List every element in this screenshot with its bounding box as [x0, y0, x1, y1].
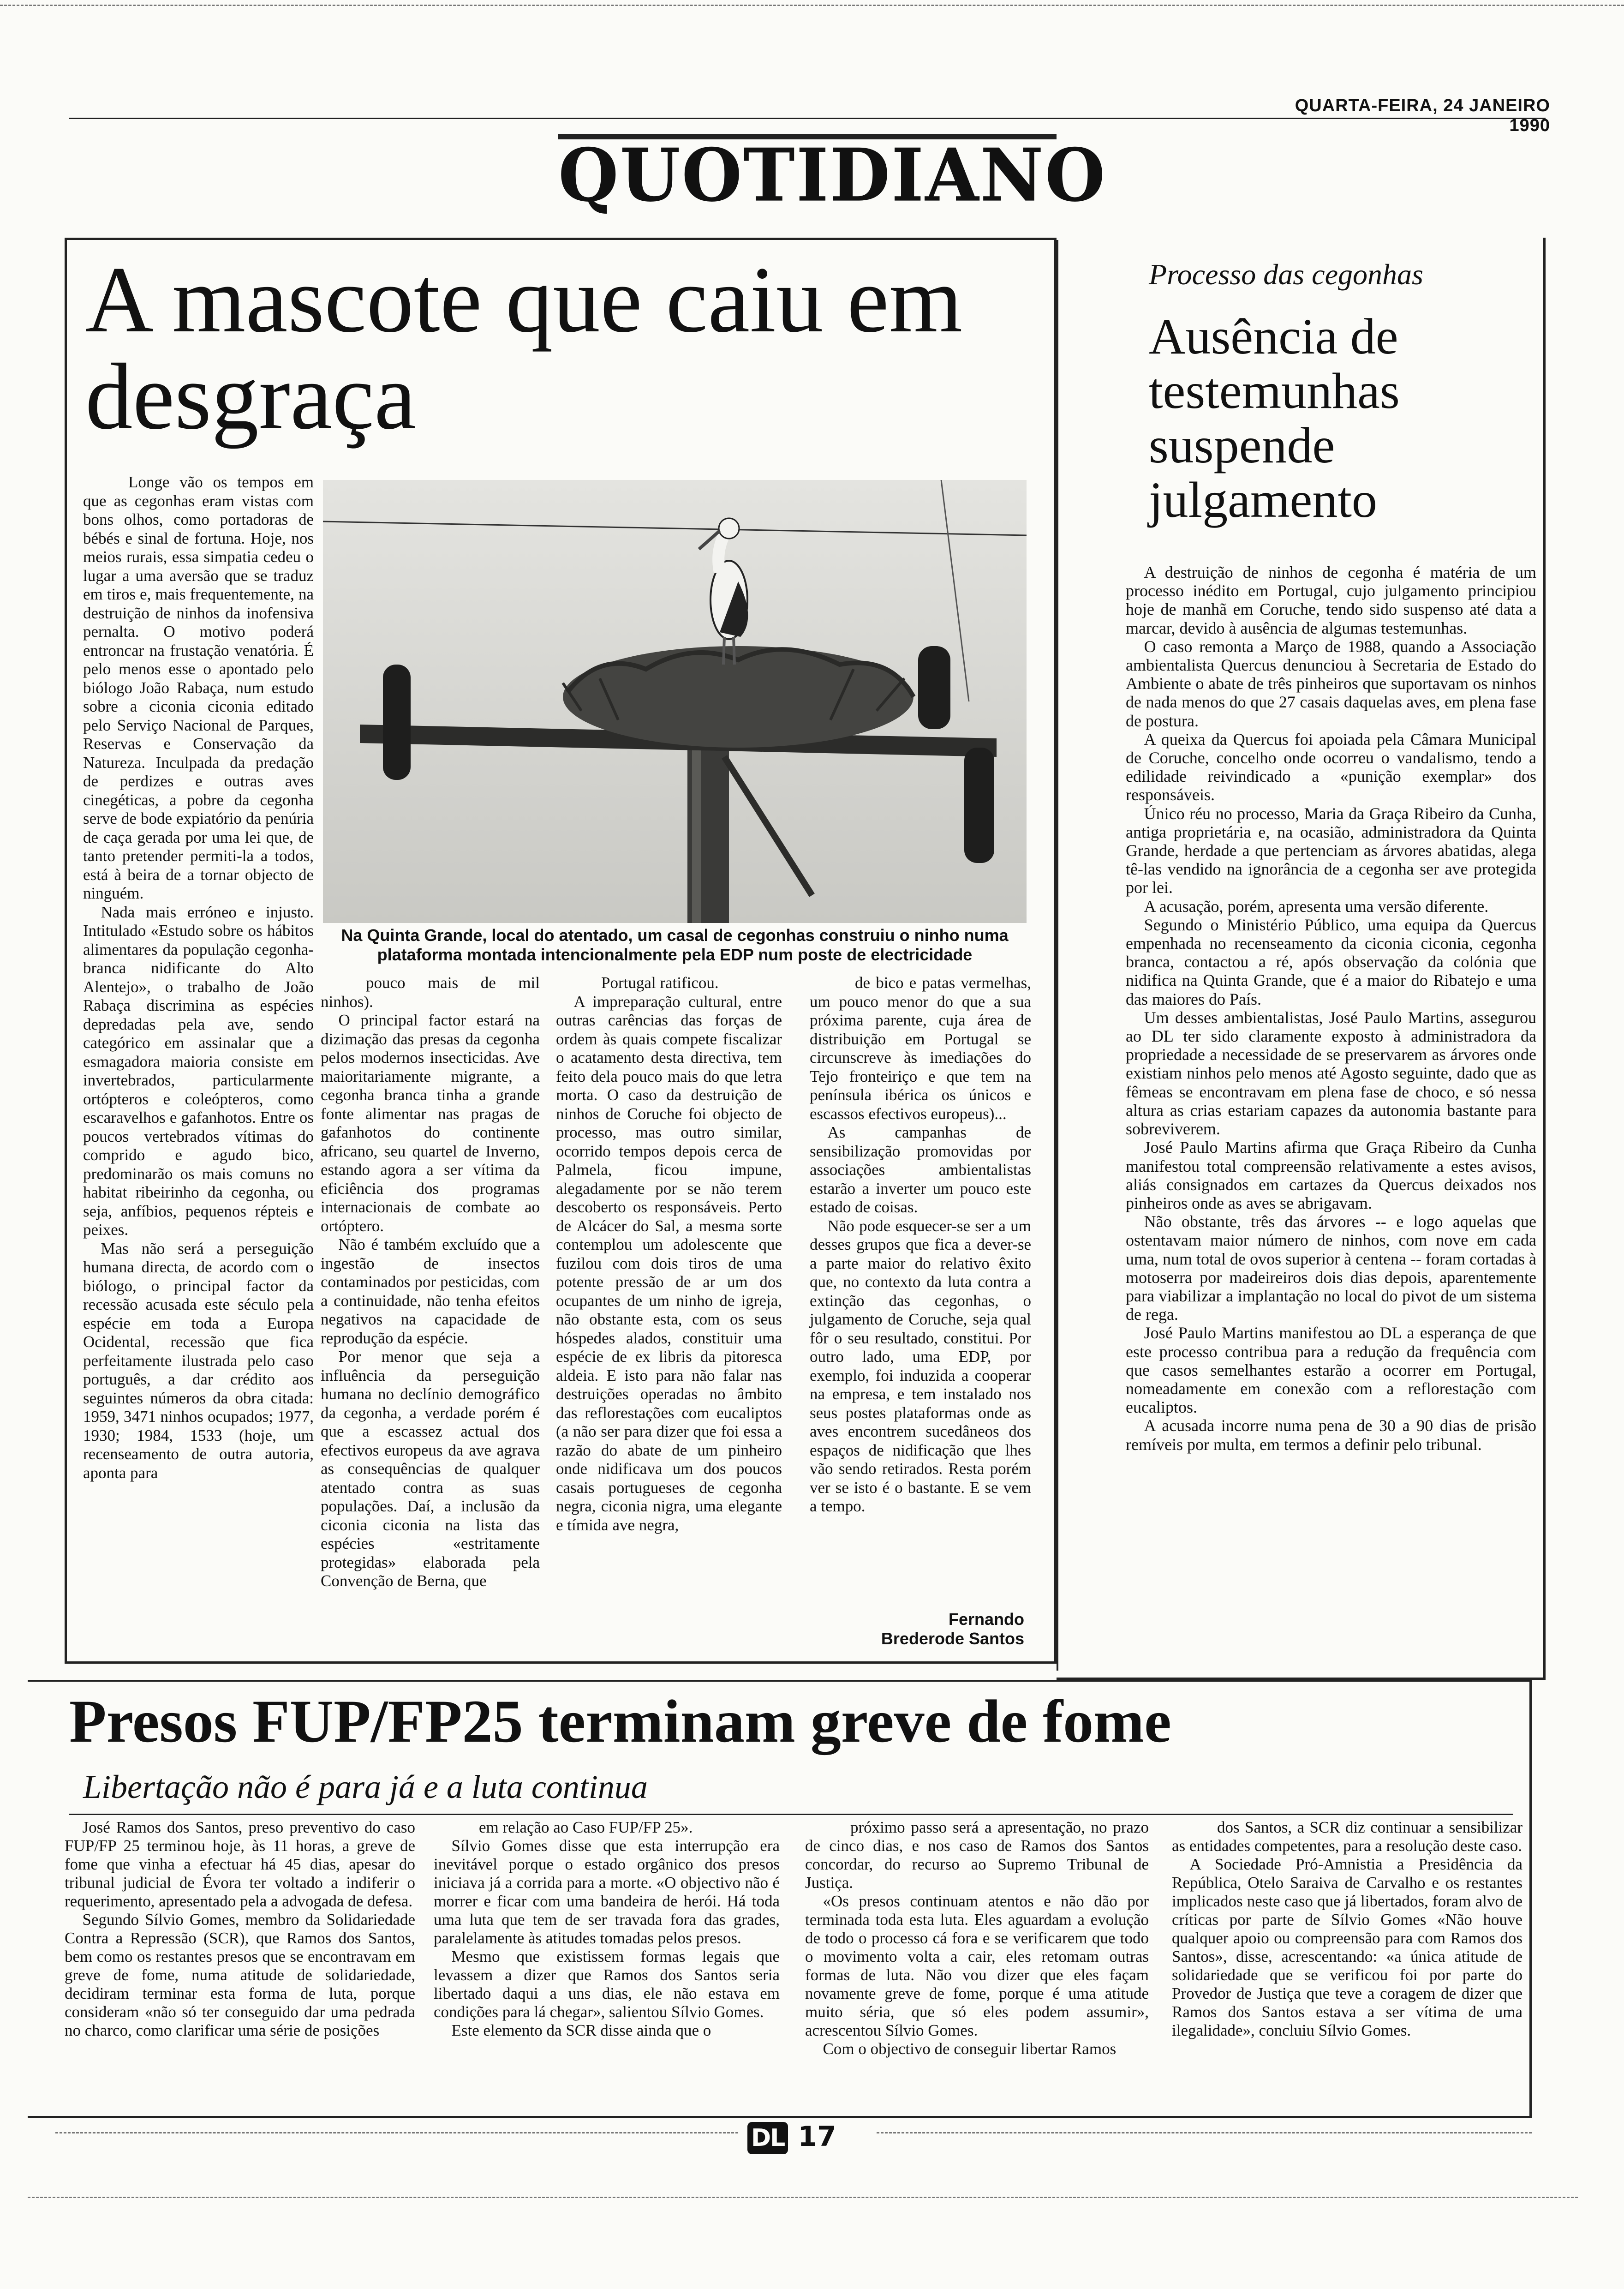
paragraph: Longe vão os tempos em que as cegonhas eram vistas com bons olhos, como portadoras de bébés e sinal de fortuna. Hoje, nos meios rurais, essa simpatia cedeu o lugar a uma aversão que se traduz em tiros e, mais frequentemente, na destruição de ninhos da inofensiva pernalta. O motivo poderá entroncar na frustação venatória. É pelo menos esse o apontado pelo biólogo João Rabaça, num estudo sobre a ciconia ciconia editado pelo Serviço Nacional de Parques, Reservas e Conservação da Natureza. Inculpada da predação de perdizes e outras aves cinegéticas, a pobre da cegonha serve de bode expiatório da penúria de caça gerada por uma lei que, de tanto pretender permiti-la a todos, está à beira de a tornar objecto de ninguém. — [83, 473, 314, 902]
paragraph: A impreparação cultural, entre outras carências das forças de ordem às quais compete fiscalizar o acatamento desta directiva, tem feito dela pouco mais do que letra morta. O caso da destruição de ninhos de Coruche foi objecto de processo, mas outro similar, ocorrido tempos depois cerca de Palmela, ficou impune, alegadamente por se não terem descoberto os responsáveis. Perto de Alcácer do Sal, a mesma sorte contemplou um adolescente que fuzilou com dois tiros de uma potente pressão de ar um dos ocupantes de um ninho de igreja, não obstante esta, com os seus hóspedes alados, constituir uma espécie de ex libris da pitoresca aldeia. E isto para não falar nas destruições operadas no âmbito das reflorestações com eucaliptos (a não ser para dizer que foi essa a razão do abate de um pinheiro onde nidificava um dos poucos casais portugueses de cegonha negra, ciconia nigra, uma elegante e tímida ave negra, — [556, 992, 782, 1534]
paragraph: A Sociedade Pró-Amnistia a Presidência da República, Otelo Saraiva de Carvalho e os restantes implicados neste caso que já libertados, foram alvo de críticas por parte de Sílvio Gomes «Não houve qualquer apoio ou compreensão para com Ramos dos Santos», disse, acrescentando: «a única atitude de solidariedade que se verificou foi por parte do Provedor de Justiça que teve a coragem de dizer que Ramos dos Santos estava a ser vítima de uma ilegalidade», concluiu Sílvio Gomes. — [1172, 1855, 1522, 2039]
section-title: QUOTIDIANO — [558, 132, 1107, 218]
stork-article-column-1 — [83, 473, 314, 1482]
paragraph: dos Santos, a SCR diz continuar a sensibilizar as entidades competentes, para a resolução deste caso. — [1172, 1818, 1522, 1855]
trial-article-kicker: Processo das cegonhas — [1149, 258, 1423, 291]
bottom-edge-line — [28, 2197, 1578, 2198]
stork-article-column-2 — [321, 974, 540, 1591]
top-edge-line — [0, 5, 1624, 6]
paragraph: Segundo o Ministério Público, uma equipa da Quercus empenhada no recenseamento da ciconia ciconia, cegonha branca, contactou a ré, após observação da colónia que nidifica na Quinta Grande, que é a maior do Ribatejo e uma das maiores do País. — [1126, 915, 1536, 1008]
issue-date: QUARTA-FEIRA, 24 JANEIRO 1990 — [1295, 96, 1550, 135]
paragraph: Este elemento da SCR disse ainda que o — [451, 2021, 711, 2039]
page-number: 17 — [798, 2121, 836, 2153]
stork-nest-photo-graphic — [323, 480, 1027, 923]
byline-first-name: Fernando — [948, 1610, 1024, 1629]
paragraph: Mas não será a perseguição humana directa, de acordo com o biólogo, o principal factor da recessão acusada este século pela espécie em toda a Europa Ocidental, recessão que fica perfeitamente ilustrada pelo caso português, a dar crédito aos seguintes números da obra citada: 1959, 3471 ninhos ocupados; 1977, 1930; 1984, 1533 (hoje, um recenseamento de outra autoria, aponta para — [83, 1239, 314, 1482]
paragraph: Portugal ratificou. — [601, 974, 719, 992]
paragraph: de bico e patas vermelhas, um pouco menor do que a sua próxima parente, cuja área de distribuição em Portugal se circunscreve às imediações do Tejo fronteiriço e que tem na península ibérica os únicos e escassos efectivos europeus)... — [810, 974, 1031, 1123]
stork-article-column-3 — [556, 974, 782, 1534]
paragraph: «Os presos continuam atentos e não dão por terminada toda esta luta. Eles aguardam a evolução de todo o processo cá fora e se verificarem que todo o movimento volta a cair, eles retomam outras formas de luta. Não vou dizer que eles façam novamente greve de fome, porque é uma atitude muito séria, que só eles podem assumir», acrescentou Sílvio Gomes. — [805, 1892, 1149, 2039]
paragraph: José Paulo Martins afirma que Graça Ribeiro da Cunha manifestou total compreensão relativamente a estes avisos, aliás consignados em cartazes da Quercus deixados nos pinheiros onde as aves se abrigavam. — [1126, 1138, 1536, 1212]
paragraph: Sílvio Gomes disse que esta interrupção era inevitável porque o estado orgânico dos presos iniciava já a corrida para a morte. «O objectivo não é morrer e ficar com uma bandeira de herói. Há toda uma luta que tem de ser travada fora das grades, paralelamente às atitudes tomadas pelos presos. — [434, 1837, 780, 1947]
stork-article-headline: A mascote que caiu em desgraça — [85, 247, 963, 449]
paragraph: As campanhas de sensibilização promovidas por associações ambientalistas estarão a inverter um pouco este estado de coisas. — [810, 1123, 1031, 1216]
paragraph: Com o objectivo de conseguir libertar Ramos — [823, 2040, 1116, 2058]
column-divider — [1057, 240, 1058, 1671]
fup-article-column-3 — [805, 1818, 1149, 2058]
paragraph: Não obstante, três das árvores -- e logo aquelas que ostentavam maior número de ninhos, com nove em cada uma, num total de ovos superior à centena -- foram cortadas à motoserra por madeireiros dois dias depois, aparentemente para viabilizar a implantação no local do pivot de um sistema de rega. — [1126, 1212, 1536, 1324]
paragraph: Não pode esquecer-se ser a um desses grupos que fica a dever-se a parte maior do relativo êxito que, no contexto da luta contra a extinção das cegonhas, o julgamento de Coruche, seja qual fôr o seu resultado, constitui. Por outro lado, uma EDP, por exemplo, foi induzida a cooperar na empresa, e tem instalado nos seus postes plataformas onde as aves encontrem sucedâneos dos espaços de nidificação que lhes vão sendo retirados. Resta porém ver se isto é o bastante. E se vem a tempo. — [810, 1216, 1031, 1515]
photo-caption: Na Quinta Grande, local do atentado, um casal de cegonhas construiu o ninho numa plataforma montada intencionalmente pela EDP num poste de electricidade — [341, 926, 1009, 964]
paragraph: A destruição de ninhos de cegonha é matéria de um processo inédito em Portugal, cujo julgamento principiou hoje de manhã em Coruche, tendo sido suspenso até data a marcar, devido à ausência de algumas testemunhas. — [1126, 563, 1536, 637]
paragraph: A acusada incorre numa pena de 30 a 90 dias de prisão remíveis por multa, em termos a definir pelo tribunal. — [1126, 1416, 1536, 1454]
dl-logo: DL — [747, 2122, 788, 2154]
paragraph: Segundo Sílvio Gomes, membro da Solidariedade Contra a Repressão (SCR), que Ramos dos Santos, bem como os restantes presos que se encontravam em greve de fome, numa atitude de solidariedade, decidiram terminar esta forma de luta, porque consideram «não só ter conseguido dar uma pedrada no charco, como clarificar uma série de posições — [65, 1911, 415, 2039]
fup-article-subhead: Libertação não é para já e a luta continua — [83, 1768, 648, 1805]
paragraph: A acusação, porém, apresenta uma versão diferente. — [1144, 897, 1489, 916]
paragraph: Não é também excluído que a ingestão de insectos contaminados por pesticidas, com a continuidade, não tenha efeitos negativos na capacidade de reprodução da espécie. — [321, 1235, 540, 1347]
paragraph: O principal factor estará na dizimação das presas da cegonha pelos modernos insecticidas. Ave maioritariamente migrante, a cegonha branca tinha a grande fonte alimentar nas pragas de gafanhotos do continente africano, seu quartel de Inverno, estando agora a ser vítima da eficiência dos programas internacionais de combate ao ortóptero. — [321, 1011, 540, 1235]
footer-rule-left — [55, 2132, 738, 2133]
stork-article-column-4 — [810, 974, 1031, 1516]
paragraph: Nada mais erróneo e injusto. Intitulado «Estudo sobre os hábitos alimentares da população cegonha-branca nidificante do Alto Alentejo», o trabalho de João Rabaça discrimina as espécies depredadas pela ave, sendo categórico em assinalar que a esmagadora maioria consiste em invertebrados, particularmente ortópteros e coleópteros, como escaravelhos e gafanhotos. Entre os poucos vertebrados vítimas do comprido e agudo bico, predominarão os mais comuns no habitat ribeirinho da cegonha, ou seja, anfíbios, pequenos répteis e peixes. — [83, 903, 314, 1239]
page-footer — [747, 2121, 858, 2154]
byline-last-name: Brederode Santos — [881, 1629, 1024, 1648]
paragraph: Mesmo que existissem formas legais que levassem a dizer que Ramos dos Santos seria libertado daqui a uns dias, ele não estava em condições para lá chegar», salientou Sílvio Gomes. — [434, 1947, 780, 2021]
footer-rule-right — [877, 2132, 1532, 2133]
trial-article-headline: Ausência de testemunhas suspende julgamento — [1149, 308, 1400, 528]
fup-article-column-2 — [434, 1818, 780, 2040]
paragraph: em relação ao Caso FUP/FP 25». — [479, 1818, 693, 1836]
paragraph: Um desses ambientalistas, José Paulo Martins, assegurou ao DL ter sido claramente exposto à administradora da propriedade a necessidade de se preservarem as árvores onde existiam ninhos pelo menos até Agosto seguinte, dado que as fêmeas se encontravam em plena fase de choco, e só nessa altura as crias estariam capazes da autonomia bastante para sobreviverem. — [1126, 1008, 1536, 1139]
fup-article-headline: Presos FUP/FP25 terminam greve de fome — [69, 1687, 1171, 1755]
paragraph: Único réu no processo, Maria da Graça Ribeiro da Cunha, antiga proprietária e, na ocasião, administradora da Quinta Grande, herdade a que pertenciam as árvores abatidas, alega tê-las vendido na ignorância de a cegonha ser ave protegida por lei. — [1126, 804, 1536, 897]
paragraph: José Paulo Martins manifestou ao DL a esperança de que este processo contribua para a redução da frequência com que casos semelhantes estarão a ocorrer em Portugal, nomeadamente em conexão com a reflorestação com eucaliptos. — [1126, 1324, 1536, 1417]
paragraph: A queixa da Quercus foi apoiada pela Câmara Municipal de Coruche, concelho onde ocorreu o vandalismo, tendo a edilidade reivindicado a «punição exemplar» dos responsáveis. — [1126, 730, 1536, 804]
subhead-rule — [69, 1814, 1513, 1815]
paragraph: José Ramos dos Santos, preso preventivo do caso FUP/FP 25 terminou hoje, às 11 horas, a greve de fome que vinha a efectuar há 45 dias, apesar do tribunal judicial de Évora ter voltado a indiferir o requerimento, apresentado pela a advogada de defesa. — [65, 1818, 415, 1910]
paragraph: próximo passo será a apresentação, no prazo de cinco dias, e nos caso de Ramos dos Santos concordar, do recurso ao Supremo Tribunal de Justiça. — [805, 1818, 1149, 1892]
paragraph: O caso remonta a Março de 1988, quando a Associação ambientalista Quercus denunciou à Secretaria de Estado do Ambiente o abate de três pinheiros que suportavam os ninhos de nada menos do que 27 casais daquelas aves, em plena fase de postura. — [1126, 637, 1536, 730]
stork-nest-photo — [323, 480, 1027, 923]
paragraph: Por menor que seja a influência da perseguição humana no declínio demográfico da cegonha, a verdade porém é que a escassez actual dos efectivos europeus da ave agrava as consequências de qualquer atentado contra as suas populações. Daí, a inclusão da ciconia ciconia na lista das espécies «estritamente protegidas» elaborada pela Convenção de Berna, que — [321, 1348, 540, 1590]
fup-article-column-1 — [65, 1818, 415, 2040]
byline — [830, 1610, 1024, 1648]
fup-article-column-4 — [1172, 1818, 1522, 2040]
paragraph: pouco mais de mil ninhos). — [321, 974, 540, 1011]
trial-article-body — [1126, 563, 1536, 1454]
